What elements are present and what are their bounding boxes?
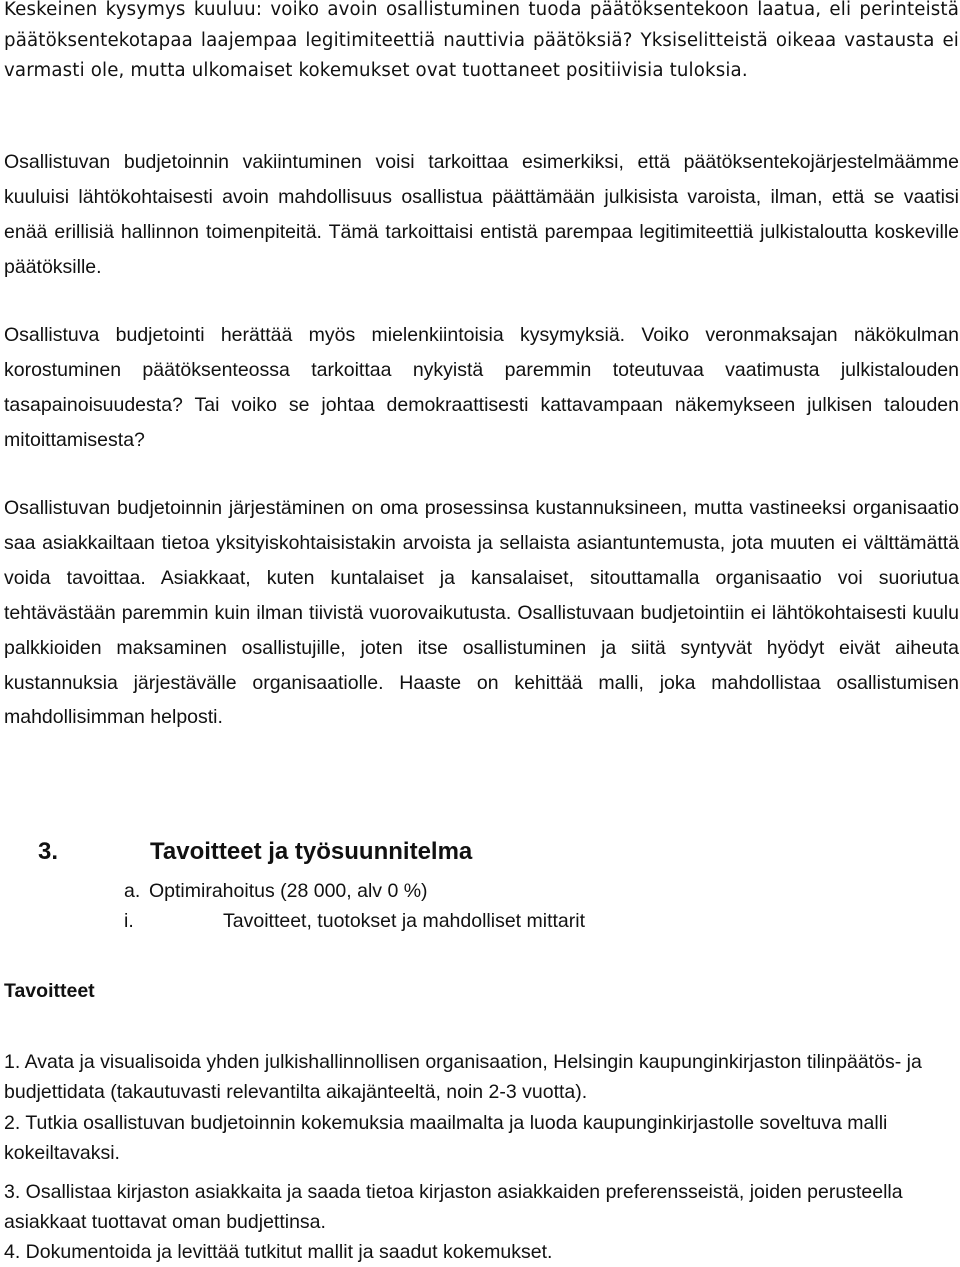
goal-item: 4. Dokumentoida ja levittää tutkitut mallit ja saadut kokemukset. <box>4 1241 553 1263</box>
section-number: 3. <box>38 838 59 865</box>
subsection-a-label: a. <box>124 880 141 902</box>
section-title: Tavoitteet ja työsuunnitelma <box>150 838 473 865</box>
goal-item: 2. Tutkia osallistuvan budjetoinnin kokemuksia maailmalta ja luoda kaupunginkirjastolle soveltuva malli kokeiltavaksi. <box>4 1112 888 1164</box>
paragraph-establishment: Osallistuvan budjetoinnin vakiintuminen voisi tarkoittaa esimerkiksi, että päätöksentekojärjestelmäämme kuuluisi lähtökohtaisesti avoin mahdollisuus osallistua päättämään julkisista varoista, ilman, että se vaatisi enää erillisiä hallinnon toimenpiteitä. Tämä tarkoittaisi entistä parempaa legitimiteettiä julkistaloutta koskeville päätöksille. <box>4 151 959 278</box>
goal-item: 3. Osallistaa kirjaston asiakkaita ja saada tietoa kirjaston asiakkaiden preferensseistä, joiden perusteella asiakkaat tuottavat oman budjettinsa. <box>4 1181 903 1233</box>
subsection-i-title: Tavoitteet, tuotokset ja mahdolliset mittarit <box>223 910 585 932</box>
subsection-i-label: i. <box>124 910 134 932</box>
paragraph-key-question: Keskeinen kysymys kuuluu: voiko avoin osallistuminen tuoda päätöksentekoon laatua, eli perinteistä päätöksentekotapaa laajempaa legitimiteettiä nauttivia päätöksiä? Yksiselitteistä oikeaa vastausta ei varmasti ole, mutta ulkomaiset kokemukset ovat tuottaneet positiivisia tuloksia. <box>4 0 959 81</box>
goals-heading: Tavoitteet <box>4 980 95 1002</box>
paragraph-organizing: Osallistuvan budjetoinnin järjestäminen on oma prosessinsa kustannuksineen, mutta vastineeksi organisaatio saa asiakkailtaan tietoa yksityiskohtaisistakin arvoista ja sellaista asiantuntemusta, jota muuten ei välttämättä voida tavoittaa. Asiakkaat, kuten kuntalaiset ja kansalaiset, sitouttamalla organisaatio voi suoriutua tehtävästään paremmin kuin ilman tiivistä vuorovaikutusta. Osallistuvaan budjetointiin ei lähtökohtaisesti kuulu palkkioiden maksaminen osallistujille, joten itse osallistuminen ja siitä syntyvät hyödyt eivät aiheuta kustannuksia järjestävälle organisaatiolle. Haaste on kehittää malli, joka mahdollistaa osallistumisen mahdollisimman helposti. <box>4 497 959 729</box>
goal-item: 1. Avata ja visualisoida yhden julkishallinnollisen organisaation, Helsingin kaupunginkirjaston tilinpäätös- ja budjettidata (takautuvasti relevantilta aikajänteeltä, noin 2-3 vuotta). <box>4 1051 922 1103</box>
subsection-a-title: Optimirahoitus (28 000, alv 0 %) <box>149 880 428 902</box>
paragraph-questions: Osallistuva budjetointi herättää myös mielenkiintoisia kysymyksiä. Voiko veronmaksajan näkökulman korostuminen päätöksenteossa tarkoittaa nykyistä paremmin toteutuvaa vaatimusta julkistalouden tasapainoisuudesta? Tai voiko se johtaa demokraattisesti kattavampaan näkemykseen julkisen talouden mitoittamisesta? <box>4 324 959 451</box>
